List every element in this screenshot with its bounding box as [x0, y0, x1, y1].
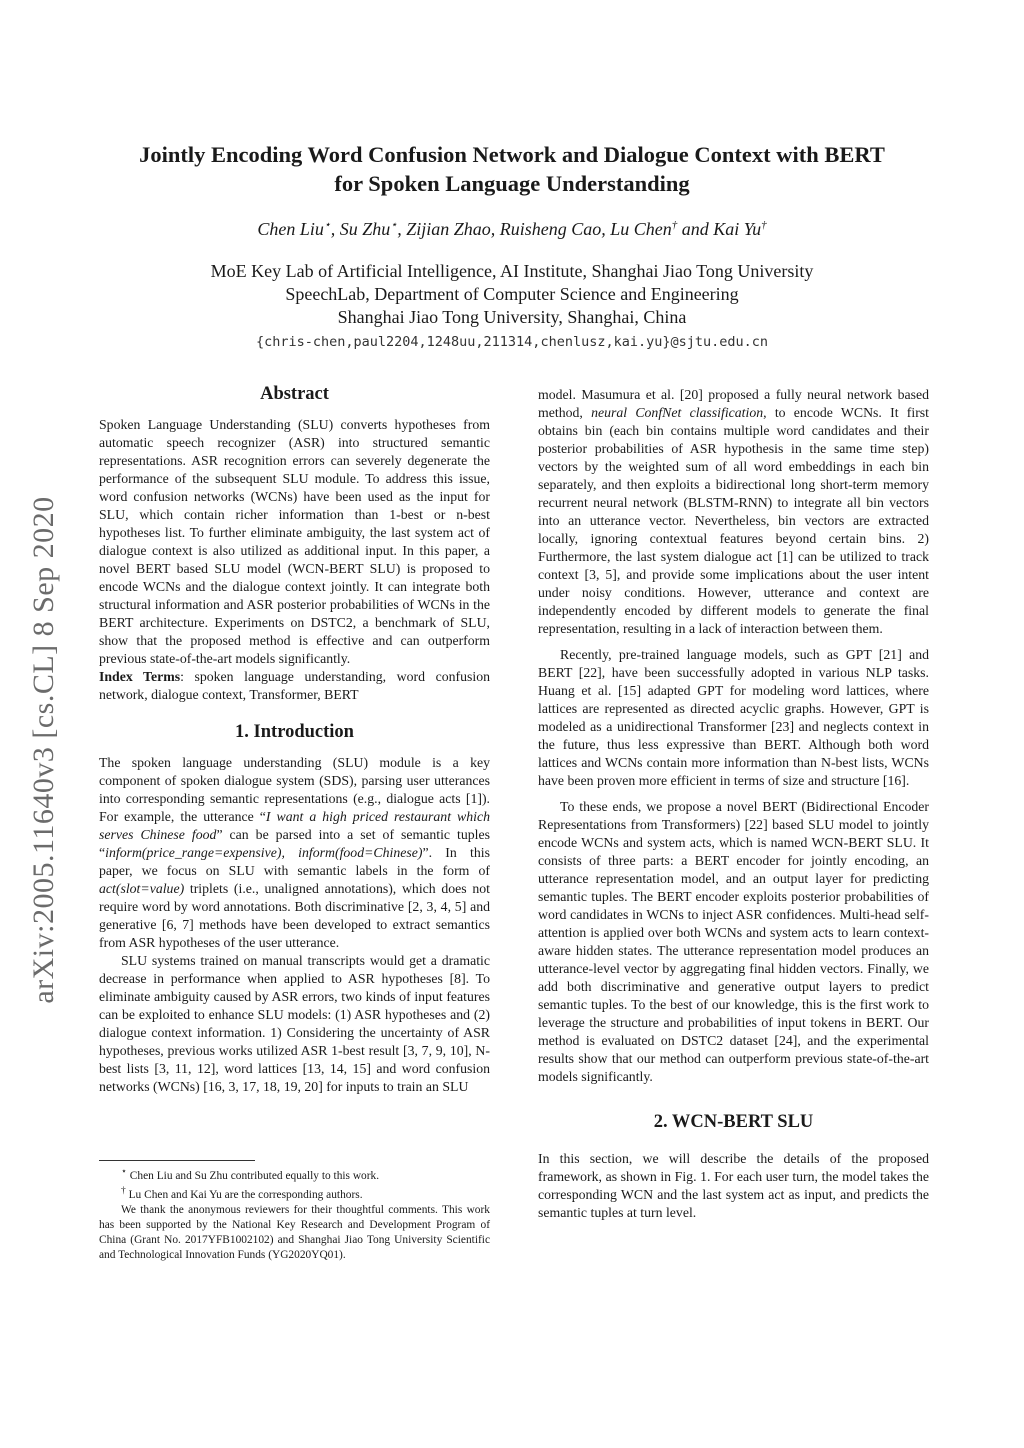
index-terms [99, 668, 490, 704]
corresponding-mark: † [761, 219, 767, 231]
section-2-heading: 2. WCN-BERT SLU [653, 1112, 814, 1132]
introduction-heading: 1. Introduction [235, 722, 354, 742]
intro-text: ” can be parsed into a set of semantic tuples “ [99, 827, 490, 860]
affiliation-line: Shanghai Jiao Tong University, Shanghai, China [337, 307, 687, 327]
author-list: Chen Liu⋆, Su Zhu⋆, Zijian Zhao, Ruisheng Cao, Lu Chen† and Kai Yu† [257, 219, 767, 239]
paper-title [80, 140, 944, 198]
author-last: and Kai Yu [681, 219, 762, 239]
intro-text: The spoken language understanding (SLU) module is a key component of spoken dialogue system (SDS), parsing user utterances into corresponding semantic representations (e.g., dialogue acts [1]). For example, the utterance “ [99, 755, 490, 824]
author-emails: {chris-chen,paul2204,1248uu,211314,chenlusz,kai.yu}@sjtu.edu.cn [255, 334, 769, 350]
right-paragraph-3: To these ends, we propose a novel BERT (Bidirectional Encoder Representations from Transformers) [22] based SLU model to jointly encode WCNs and system acts, which is named WCN-BERT SLU. It consists of three parts: a BERT encoder for jointly encoding, an utterance representation model, and an output layer for predicting semantic tuples. The BERT encoder exploits posterior probabilities of word candidates in WCNs to inject ASR confidences. Multi-head self-attention is applied over both WCNs and system acts to learn context-aware hidden states. The utterance representation model produces an utterance-level vector by aggregating final hidden vectors. Finally, we add both discriminative and generative output layers to predict semantic tuples. To the best of our knowledge, this is the first work to leverage the structure and probabilities of input tokens in BERT. Our method is evaluated on DSTC2 dataset [24], and the experimental results show that our method can outperform previous state-of-the-art models significantly. [538, 799, 929, 1084]
right-paragraph-1 [538, 386, 929, 638]
title-line-2: for Spoken Language Understanding [334, 171, 690, 196]
abstract-heading: Abstract [260, 384, 329, 404]
equal-contribution-mark: ⋆ [323, 219, 331, 231]
footnote-corresponding [99, 1184, 490, 1203]
footnote-equal-contribution [99, 1165, 490, 1184]
author-1: Chen Liu [257, 219, 324, 239]
equal-contribution-mark: ⋆ [390, 219, 398, 231]
right-text: , to encode WCNs. It first obtains bin (each bin contains multiple word candidates and their posterior probabilities of ASR hypothesis in the same time step) vectors by the weighted sum of all word embeddings in each bin separately, and then exploits a bidirectional long short-term memory recurrent neural network (BLSTM-RNN) to integrate all bin vectors into an utterance vector. Nevertheless, bin vectors are extracted locally, ignoring contextual features beyond certain bins. 2) Furthermore, the last system dialogue act [1] can be utilized to track context [3, 5], and provide some implications about the user intent under noisy conditions. However, utterance and context are independently encoded by different models to generate the final representation, resulting in a lack of interaction between them. [538, 405, 929, 636]
author-others: Zijian Zhao, Ruisheng Cao, Lu Chen [406, 219, 672, 239]
corresponding-mark: † [671, 219, 678, 231]
intro-triplet-form: act(slot=value) [99, 881, 185, 896]
affiliation-line: MoE Key Lab of Artificial Intelligence, AI Institute, Shanghai Jiao Tong University [210, 261, 814, 281]
footnote-text: Lu Chen and Kai Yu are the corresponding authors. [125, 1188, 363, 1201]
intro-text: ”. In this paper, we focus on SLU with semantic labels in the form of [99, 845, 490, 878]
index-terms-text: : spoken language understanding, word confusion network, dialogue context, Transformer, BERT [99, 669, 490, 702]
right-text: model. Masumura et al. [20] proposed a fully neural network based method, [538, 387, 929, 420]
abstract-body: Spoken Language Understanding (SLU) converts hypotheses from automatic speech recognizer (ASR) into structured semantic representations. ASR recognition errors can severely degenerate the performance of the subsequent SLU module. To address this issue, word confusion networks (WCNs) have been used as the input for SLU, which contain richer information than 1-best or n-best hypotheses list. To further eliminate ambiguity, the last system act of dialogue context is also utilized as additional input. In this paper, a novel BERT based SLU model (WCN-BERT SLU) is proposed to encode WCNs and the dialogue context jointly. It can integrate both structural information and ASR posterior probabilities of WCNs in the BERT architecture. Experiments on DSTC2, a benchmark of SLU, show that the proposed method is effective and can outperform previous state-of-the-art models significantly. [99, 417, 490, 666]
affiliations [80, 260, 944, 329]
intro-example-utterance: I want a high priced restaurant which serves Chinese food [99, 809, 491, 842]
arxiv-identifier: arXiv:2005.11640v3 [cs.CL] 8 Sep 2020 [27, 496, 60, 1004]
right-paragraph-2: Recently, pre-trained language models, such as GPT [21] and BERT [22], have been successfully adopted in various NLP tasks. Huang et al. [15] adapted GPT for modeling word lattices, where lattices are represented as directed acyclic graphs. However, GPT is modeled as a unidirectional Transformer [23] and neglects context in the future, thus less expressive than BERT. Although both word lattices and WCNs contain more information than N-best lists, WCNs have been proven more efficient in terms of size and structure [16]. [538, 647, 929, 788]
title-line-1: Jointly Encoding Word Confusion Network and Dialogue Context with BERT [139, 142, 885, 167]
footnote-text: Chen Liu and Su Zhu contributed equally to this work. [126, 1169, 380, 1182]
intro-text: triplets (i.e., unaligned annotations), which does not require word by word annotations. Both discriminative [2, 3, 4, 5] and generative [6, 7] methods have been developed to extract semantics from ASR hypotheses of the user utterance. [99, 881, 490, 950]
right-column [538, 386, 929, 1222]
author-2: Su Zhu [339, 219, 391, 239]
index-terms-label: Index Terms [99, 669, 181, 684]
intro-paragraph-1 [99, 754, 490, 952]
method-name: neural ConfNet classification [591, 405, 764, 420]
footnote-rule [99, 1160, 255, 1161]
footnotes [99, 1160, 490, 1263]
left-column [99, 382, 490, 1096]
footnote-acknowledgement: We thank the anonymous reviewers for their thoughtful comments. This work has been supported by the National Key Research and Development Program of China (Grant No. 2017YFB1002102) and Shanghai Jiao Tong University Scientific and Technological Innovation Funds (YG2020YQ01). [99, 1203, 490, 1261]
intro-semantic-tuples: inform(price_range=expensive), inform(food=Chinese) [105, 845, 423, 860]
footnote-mark: † [121, 1185, 126, 1196]
affiliation-line: SpeechLab, Department of Computer Science and Engineering [285, 284, 739, 304]
intro-paragraph-2: SLU systems trained on manual transcripts would get a dramatic decrease in performance when applied to ASR hypotheses [8]. To eliminate ambiguity caused by ASR errors, two kinds of input features can be exploited to enhance SLU models: (1) ASR hypotheses and (2) dialogue context information. 1) Considering the uncertainty of ASR hypotheses, previous works utilized ASR 1-best result [3, 7, 9, 10], N-best lists [3, 11, 12], word lattices [13, 14, 15] and word confusion networks (WCNs) [16, 3, 17, 18, 19, 20] for inputs to train an SLU [99, 953, 490, 1094]
footnote-mark: ⋆ [121, 1167, 127, 1177]
section-2-paragraph-1: In this section, we will describe the details of the proposed framework, as shown in Fig. 1. For each user turn, the model takes the corresponding WCN and the last system act as input, and predicts the semantic tuples at turn level. [538, 1151, 929, 1220]
